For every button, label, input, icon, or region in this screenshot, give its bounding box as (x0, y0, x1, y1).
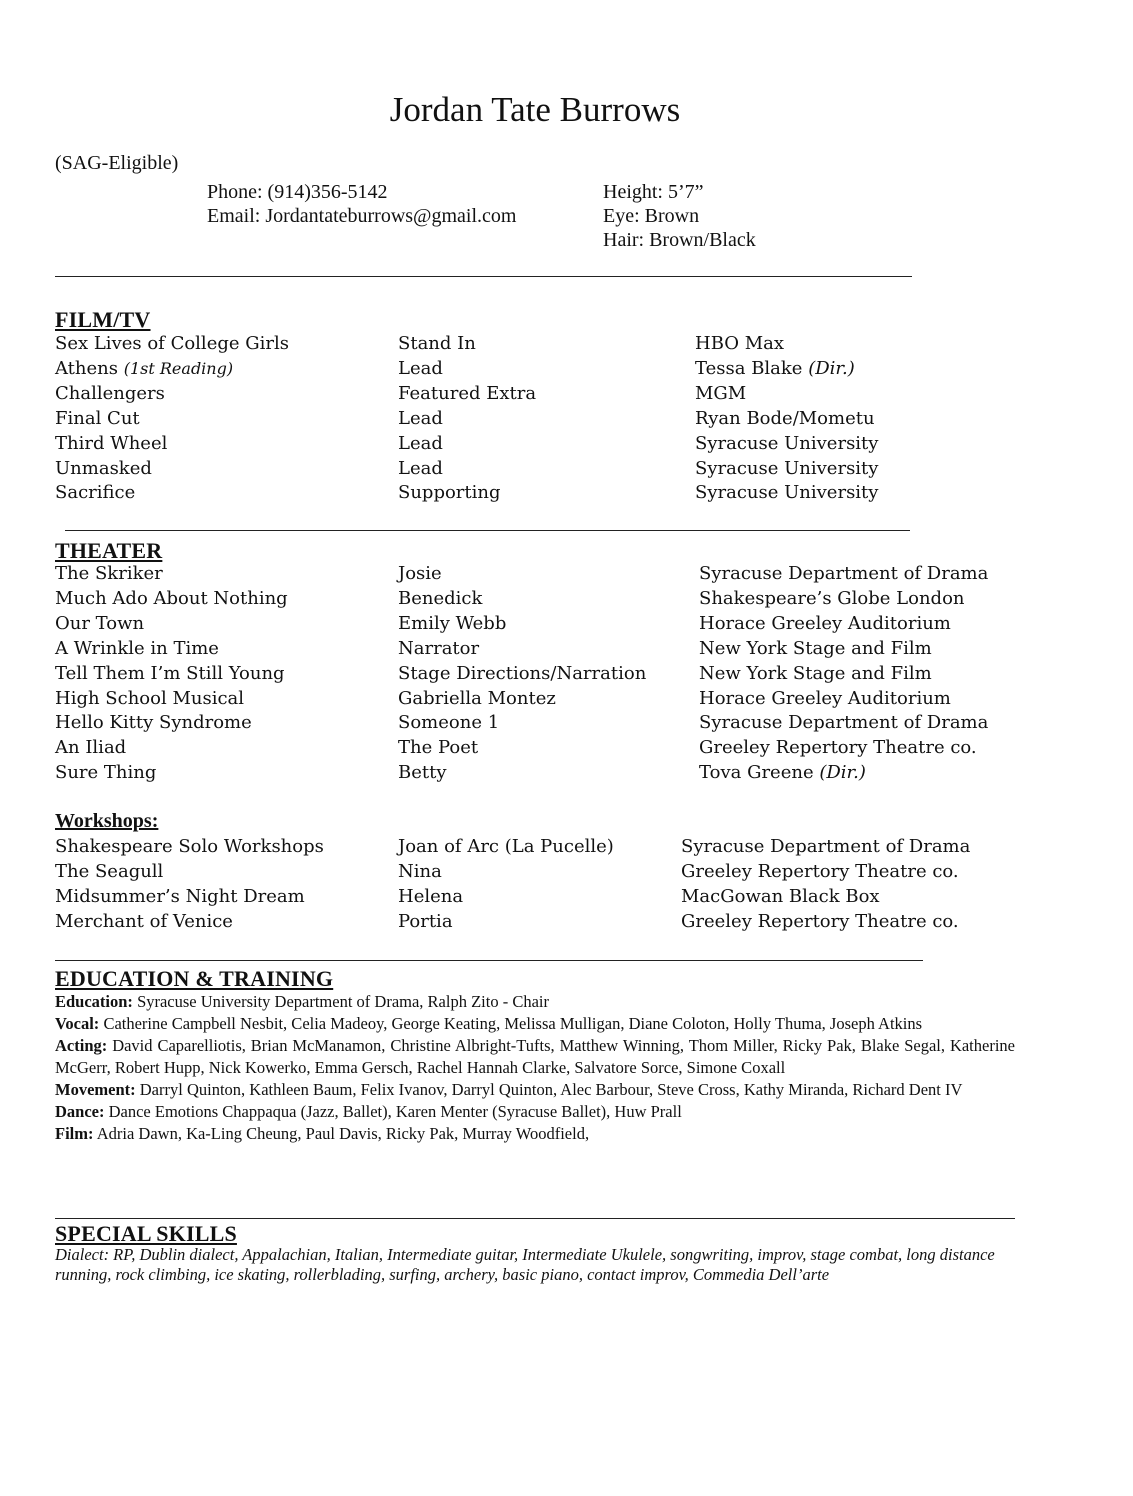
credit-company: Ryan Bode/Mometu (695, 407, 875, 429)
credit-role: Josie (398, 563, 442, 584)
credit-company-wrap (699, 762, 866, 783)
credit-role: Featured Extra (398, 382, 537, 404)
credit-title: A Wrinkle in Time (55, 637, 219, 659)
credit-role: Narrator (398, 637, 480, 659)
education-item: Movement: Darryl Quinton, Kathleen Baum, Felix Ivanov, Darryl Quinton, Alec Barbour, Steve Cross, Kathy Miranda, Richard Dent IV (55, 1080, 963, 1099)
credit-role: Lead (398, 407, 443, 429)
credit-company: Greeley Repertory Theatre co. (681, 910, 959, 932)
credit-company: Syracuse Department of Drama (681, 836, 971, 857)
credit-note: (1st Reading) (123, 358, 234, 378)
credit-company: Tessa Blake (695, 357, 803, 379)
credit-role: Lead (398, 457, 443, 479)
credit-title: Athens (55, 357, 118, 379)
hair-color: Hair: Brown/Black (603, 229, 756, 251)
credit-title: Sure Thing (55, 762, 157, 784)
credit-role: Lead (398, 432, 443, 454)
credit-role: Benedick (398, 587, 483, 609)
contact-block (207, 180, 516, 228)
credit-title: The Seagull (55, 860, 164, 882)
eye-color: Eye: Brown (603, 205, 700, 227)
credit-company: Horace Greeley Auditorium (699, 687, 951, 709)
skills-text: Dialect: RP, Dublin dialect, Appalachian, Italian, Intermediate guitar, Intermediate Ukulele, songwriting, improv, stage combat, long distance running, rock climbing, ice skating, rollerblading, surfing, archery, basic piano, contact improv, Commedia Dell’arte (55, 1245, 995, 1284)
credit-title: The Skriker (55, 563, 163, 584)
credit-role: Supporting (398, 482, 501, 504)
credit-role: Betty (398, 762, 447, 784)
credit-company: Syracuse University (695, 432, 879, 454)
credit-title: Midsummer’s Night Dream (55, 885, 305, 907)
credit-company: Horace Greeley Auditorium (699, 612, 951, 634)
email: Email: Jordantateburrows@gmail.com (207, 205, 517, 227)
credit-role: Joan of Arc (La Pucelle) (398, 836, 614, 857)
credit-role: Emily Webb (398, 612, 507, 634)
physical-stats (603, 180, 756, 252)
workshops-heading: Workshops: (55, 810, 159, 832)
credit-company: New York Stage and Film (699, 637, 932, 659)
credit-title: High School Musical (55, 687, 245, 709)
credit-role: Gabriella Montez (398, 687, 556, 709)
union-status: (SAG-Eligible) (55, 152, 179, 174)
credit-title: Tell Them I’m Still Young (55, 662, 285, 684)
credit-title: Unmasked (55, 457, 152, 479)
credit-role: Nina (398, 860, 442, 882)
credit-company: Syracuse Department of Drama (699, 712, 989, 734)
credit-title: Challengers (55, 382, 165, 404)
height: Height: 5’7” (603, 181, 704, 203)
skills-heading: SPECIAL SKILLS (55, 1221, 237, 1246)
credit-title: Sex Lives of College Girls (55, 333, 289, 354)
credit-title: Sacrifice (55, 482, 136, 504)
education-block (55, 991, 1015, 1145)
credit-company: Greeley Repertory Theatre co. (699, 737, 977, 759)
credit-title-wrap (55, 358, 233, 379)
credit-company: HBO Max (695, 333, 785, 354)
credit-title: Shakespeare Solo Workshops (55, 836, 324, 857)
credit-role: Stage Directions/Narration (398, 662, 647, 684)
credit-role: Lead (398, 357, 443, 379)
credit-title: An Iliad (55, 737, 127, 759)
credit-role: The Poet (398, 737, 479, 759)
divider (65, 530, 910, 531)
education-item: Dance: Dance Emotions Chappaqua (Jazz, Ballet), Karen Menter (Syracuse Ballet), Huw Prall (55, 1102, 682, 1121)
credit-company: MacGowan Black Box (681, 885, 880, 907)
credit-company: Syracuse University (695, 482, 879, 504)
credit-role: Portia (398, 910, 453, 932)
credit-title: Final Cut (55, 407, 140, 429)
credit-company: Greeley Repertory Theatre co. (681, 860, 959, 882)
credit-company: Shakespeare’s Globe London (699, 587, 965, 609)
credit-company: New York Stage and Film (699, 662, 932, 684)
theater-heading: THEATER (55, 538, 163, 563)
phone: Phone: (914)356-5142 (207, 181, 388, 203)
credit-company: Syracuse University (695, 457, 879, 479)
credit-title: Merchant of Venice (55, 910, 233, 932)
credit-company: Tova Greene (699, 762, 814, 784)
education-heading: EDUCATION & TRAINING (55, 966, 334, 991)
resume-name: Jordan Tate Burrows (389, 90, 681, 129)
credit-title: Our Town (55, 612, 145, 634)
divider (55, 276, 912, 277)
education-item: Vocal: Catherine Campbell Nesbit, Celia Madeoy, George Keating, Melissa Mulligan, Diane Coloton, Holly Thuma, Joseph Atkins (55, 1014, 923, 1033)
education-item: Education: Syracuse University Department of Drama, Ralph Zito - Chair (55, 992, 549, 1011)
credit-title: Third Wheel (55, 432, 168, 454)
education-item: Film: Adria Dawn, Ka-Ling Cheung, Paul Davis, Ricky Pak, Murray Woodfield, (55, 1124, 590, 1143)
credit-role: Helena (398, 885, 464, 907)
credit-title: Much Ado About Nothing (55, 587, 288, 609)
credit-company: Syracuse Department of Drama (699, 563, 989, 584)
credit-company: MGM (695, 382, 747, 404)
credit-company-note: (Dir.) (808, 357, 855, 379)
credit-company-note: (Dir.) (819, 762, 866, 784)
credit-role: Stand In (398, 333, 476, 354)
credit-title: Hello Kitty Syndrome (55, 712, 252, 734)
film-tv-heading: FILM/TV (55, 307, 151, 332)
education-item: Acting: David Caparelliotis, Brian McManamon, Christine Albright-Tufts, Matthew Winning, Thom Miller, Ricky Pak, Blake Segal, Katherine McGerr, Robert Hupp, Nick Kowerko, Emma Gersch, Rachel Hannah Clarke, Salvatore Sorce, Simone Coxall (55, 1036, 1015, 1077)
credit-role: Someone 1 (398, 712, 500, 734)
divider (55, 1218, 1015, 1219)
credit-company-wrap (695, 358, 855, 379)
divider (55, 960, 923, 961)
